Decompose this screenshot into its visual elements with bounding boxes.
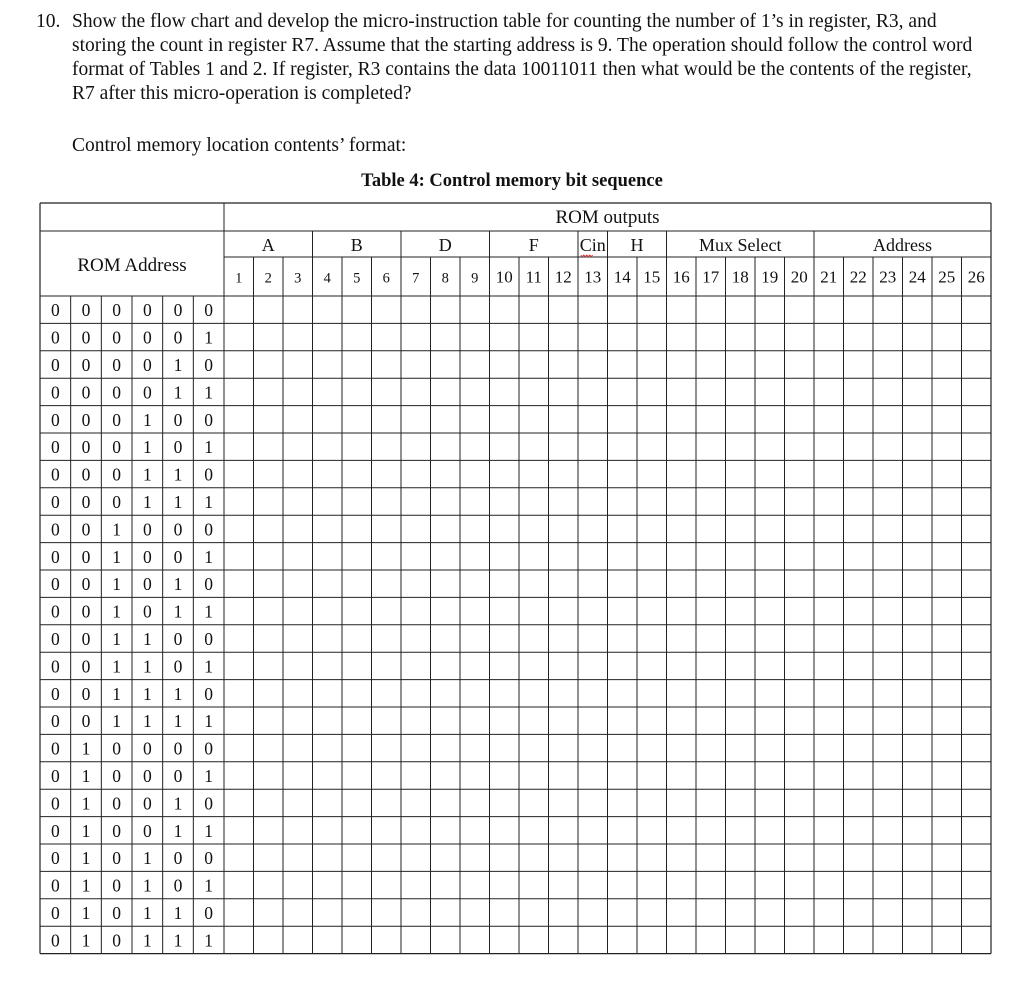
address-bit: 0 bbox=[50, 574, 60, 595]
address-bit: 1 bbox=[204, 327, 214, 348]
bit-number: 24 bbox=[908, 267, 926, 287]
address-bit: 0 bbox=[173, 300, 183, 321]
address-bit: 0 bbox=[142, 382, 152, 403]
address-bit: 1 bbox=[112, 656, 122, 677]
address-bit: 0 bbox=[81, 683, 91, 704]
address-bit: 0 bbox=[204, 355, 214, 375]
address-bit: 0 bbox=[50, 327, 60, 348]
address-bit: 1 bbox=[142, 875, 152, 896]
address-bit: 0 bbox=[173, 546, 183, 567]
address-bit: 0 bbox=[50, 300, 60, 321]
address-bit: 0 bbox=[50, 492, 60, 512]
address-bit: 1 bbox=[173, 683, 183, 704]
bit-number: 23 bbox=[879, 267, 897, 287]
address-bit: 0 bbox=[173, 656, 183, 677]
address-bit: 1 bbox=[204, 875, 214, 896]
address-bit: 1 bbox=[204, 930, 214, 951]
address-bit: 1 bbox=[81, 930, 91, 951]
bit-number: 12 bbox=[554, 267, 572, 287]
address-bit: 0 bbox=[173, 409, 183, 430]
address-bit: 0 bbox=[204, 903, 214, 923]
bit-number: 26 bbox=[967, 267, 985, 287]
address-bit: 0 bbox=[173, 848, 183, 869]
address-bit: 0 bbox=[50, 656, 60, 677]
address-bit: 0 bbox=[81, 464, 91, 485]
address-bit: 0 bbox=[50, 875, 60, 896]
bit-number: 9 bbox=[471, 270, 479, 287]
question-text: Show the flow chart and develop the micro-instruction table for counting the number of 1’s in register, R3, and storing the count in register R7. Assume that the starting address is 9. The operation should follow the control word format of Tables 1 and 2. If register, R3 contains the data 10011011 then what would be the contents of the register, R7 after this micro-operation is completed? bbox=[72, 11, 973, 104]
bit-number: 20 bbox=[790, 267, 808, 287]
address-bit: 0 bbox=[50, 519, 60, 540]
address-bit: 1 bbox=[173, 382, 183, 403]
address-bit: 0 bbox=[50, 409, 60, 430]
address-bit: 0 bbox=[112, 464, 122, 485]
address-bit: 0 bbox=[81, 656, 91, 677]
address-bit: 0 bbox=[50, 820, 60, 841]
address-bit: 0 bbox=[81, 355, 91, 375]
field-label: F bbox=[528, 235, 539, 255]
address-bit: 0 bbox=[81, 711, 91, 732]
address-bit: 1 bbox=[112, 519, 122, 540]
address-bit: 1 bbox=[204, 820, 214, 841]
address-bit: 0 bbox=[173, 766, 183, 786]
address-bit: 0 bbox=[50, 848, 60, 869]
address-bit: 1 bbox=[173, 820, 183, 841]
address-bit: 0 bbox=[112, 820, 122, 841]
spellcheck-underline bbox=[581, 255, 593, 257]
address-bit: 0 bbox=[204, 793, 214, 814]
address-bit: 0 bbox=[81, 574, 91, 595]
address-bit: 0 bbox=[50, 382, 60, 403]
address-bit: 1 bbox=[173, 464, 183, 485]
address-bit: 0 bbox=[142, 546, 152, 567]
address-bit: 0 bbox=[112, 409, 122, 430]
field-label: Address bbox=[873, 235, 932, 255]
bit-number: 1 bbox=[235, 270, 243, 287]
address-bit: 1 bbox=[204, 437, 214, 458]
bit-number: 3 bbox=[294, 270, 302, 287]
bit-number: 2 bbox=[264, 270, 272, 287]
address-bit: 1 bbox=[173, 492, 183, 512]
address-bit: 0 bbox=[204, 629, 214, 649]
address-bit: 0 bbox=[112, 382, 122, 403]
field-label: Mux Select bbox=[699, 235, 782, 255]
address-bit: 1 bbox=[81, 793, 91, 814]
address-bit: 0 bbox=[142, 793, 152, 814]
address-bit: 1 bbox=[142, 409, 152, 430]
address-bit: 0 bbox=[81, 492, 91, 512]
address-bit: 1 bbox=[81, 766, 91, 786]
bit-number: 16 bbox=[672, 267, 690, 287]
address-bit: 1 bbox=[204, 546, 214, 567]
field-label: B bbox=[350, 235, 363, 255]
rom-address-header: ROM Address bbox=[77, 255, 187, 276]
address-bit: 0 bbox=[204, 409, 214, 430]
address-bit: 0 bbox=[50, 464, 60, 485]
address-bit: 0 bbox=[204, 848, 214, 869]
address-bit: 1 bbox=[204, 601, 214, 622]
address-bit: 0 bbox=[204, 574, 214, 595]
address-bit: 1 bbox=[142, 683, 152, 704]
address-bit: 0 bbox=[50, 683, 60, 704]
rom-outputs-header: ROM outputs bbox=[555, 207, 660, 228]
bit-number: 14 bbox=[613, 267, 631, 287]
address-bit: 1 bbox=[173, 793, 183, 814]
address-bit: 0 bbox=[204, 300, 214, 321]
address-bit: 1 bbox=[173, 903, 183, 923]
address-bit: 0 bbox=[50, 793, 60, 814]
address-bit: 0 bbox=[173, 437, 183, 458]
address-bit: 0 bbox=[50, 930, 60, 951]
address-bit: 1 bbox=[204, 711, 214, 732]
address-bit: 0 bbox=[112, 300, 122, 321]
address-bit: 1 bbox=[142, 711, 152, 732]
address-bit: 1 bbox=[204, 656, 214, 677]
address-bit: 0 bbox=[204, 464, 214, 485]
address-bit: 0 bbox=[142, 327, 152, 348]
bit-number: 19 bbox=[761, 267, 779, 287]
address-bit: 0 bbox=[81, 629, 91, 649]
address-bit: 1 bbox=[142, 656, 152, 677]
bit-number: 6 bbox=[382, 270, 390, 287]
address-bit: 1 bbox=[173, 711, 183, 732]
field-label: Cin bbox=[579, 235, 606, 255]
address-bit: 0 bbox=[173, 327, 183, 348]
bit-number: 11 bbox=[525, 267, 542, 287]
bit-number: 15 bbox=[643, 267, 661, 287]
address-bit: 0 bbox=[50, 903, 60, 923]
address-bit: 1 bbox=[81, 848, 91, 869]
address-bit: 1 bbox=[81, 738, 91, 759]
address-bit: 0 bbox=[112, 766, 122, 786]
address-bit: 1 bbox=[112, 683, 122, 704]
address-bit: 0 bbox=[50, 766, 60, 786]
format-label: Control memory location contents’ format: bbox=[72, 135, 407, 156]
address-bit: 1 bbox=[142, 437, 152, 458]
bit-number: 8 bbox=[441, 270, 449, 287]
address-bit: 0 bbox=[142, 355, 152, 375]
field-label: D bbox=[438, 235, 452, 255]
address-bit: 1 bbox=[204, 492, 214, 512]
question-number: 10. bbox=[36, 11, 61, 32]
address-bit: 0 bbox=[81, 300, 91, 321]
address-bit: 1 bbox=[204, 766, 214, 786]
address-bit: 0 bbox=[50, 355, 60, 375]
address-bit: 1 bbox=[112, 546, 122, 567]
address-bit: 0 bbox=[81, 327, 91, 348]
address-bit: 1 bbox=[142, 903, 152, 923]
address-bit: 0 bbox=[173, 875, 183, 896]
address-bit: 1 bbox=[112, 629, 122, 649]
address-bit: 0 bbox=[50, 601, 60, 622]
address-bit: 0 bbox=[142, 766, 152, 786]
address-bit: 0 bbox=[142, 820, 152, 841]
address-bit: 0 bbox=[173, 738, 183, 759]
address-bit: 1 bbox=[142, 848, 152, 869]
address-bit: 0 bbox=[112, 793, 122, 814]
address-bit: 1 bbox=[112, 601, 122, 622]
address-bit: 0 bbox=[204, 683, 214, 704]
address-bit: 1 bbox=[112, 711, 122, 732]
bit-number: 17 bbox=[702, 267, 720, 287]
field-label: A bbox=[261, 235, 275, 255]
address-bit: 0 bbox=[142, 519, 152, 540]
address-bit: 0 bbox=[81, 546, 91, 567]
address-bit: 0 bbox=[112, 903, 122, 923]
table-caption: Table 4: Control memory bit sequence bbox=[361, 171, 663, 191]
address-bit: 1 bbox=[142, 464, 152, 485]
address-bit: 0 bbox=[142, 601, 152, 622]
address-bit: 0 bbox=[50, 738, 60, 759]
address-bit: 0 bbox=[112, 930, 122, 951]
address-bit: 0 bbox=[204, 738, 214, 759]
address-bit: 0 bbox=[112, 875, 122, 896]
address-bit: 1 bbox=[173, 601, 183, 622]
bit-number: 10 bbox=[495, 267, 513, 287]
bit-number: 21 bbox=[820, 267, 838, 287]
address-bit: 1 bbox=[81, 875, 91, 896]
bit-number: 5 bbox=[353, 270, 361, 287]
address-bit: 0 bbox=[50, 711, 60, 732]
address-bit: 0 bbox=[112, 738, 122, 759]
address-bit: 1 bbox=[142, 629, 152, 649]
address-bit: 1 bbox=[173, 355, 183, 375]
bit-number: 13 bbox=[584, 267, 602, 287]
address-bit: 0 bbox=[142, 300, 152, 321]
address-bit: 0 bbox=[81, 437, 91, 458]
address-bit: 0 bbox=[204, 519, 214, 540]
address-bit: 0 bbox=[50, 546, 60, 567]
address-bit: 1 bbox=[81, 820, 91, 841]
address-bit: 0 bbox=[142, 574, 152, 595]
address-bit: 0 bbox=[81, 519, 91, 540]
address-bit: 0 bbox=[173, 519, 183, 540]
address-bit: 0 bbox=[112, 492, 122, 512]
address-bit: 1 bbox=[204, 382, 214, 403]
address-bit: 0 bbox=[50, 437, 60, 458]
address-bit: 1 bbox=[112, 574, 122, 595]
address-bit: 0 bbox=[81, 601, 91, 622]
address-bit: 1 bbox=[81, 903, 91, 923]
address-bit: 1 bbox=[142, 492, 152, 512]
address-bit: 0 bbox=[112, 848, 122, 869]
address-bit: 1 bbox=[173, 574, 183, 595]
address-bit: 0 bbox=[173, 629, 183, 649]
address-bit: 0 bbox=[50, 629, 60, 649]
address-bit: 1 bbox=[173, 930, 183, 951]
bit-number: 25 bbox=[938, 267, 956, 287]
address-bit: 0 bbox=[112, 327, 122, 348]
bit-number: 7 bbox=[412, 270, 420, 287]
bit-number: 22 bbox=[849, 267, 867, 287]
address-bit: 0 bbox=[81, 409, 91, 430]
address-bit: 0 bbox=[142, 738, 152, 759]
address-bit: 0 bbox=[112, 355, 122, 375]
address-bit: 0 bbox=[81, 382, 91, 403]
field-label: H bbox=[630, 235, 644, 255]
bit-number: 18 bbox=[731, 267, 749, 287]
address-bit: 1 bbox=[142, 930, 152, 951]
address-bit: 0 bbox=[112, 437, 122, 458]
bit-number: 4 bbox=[323, 270, 331, 287]
